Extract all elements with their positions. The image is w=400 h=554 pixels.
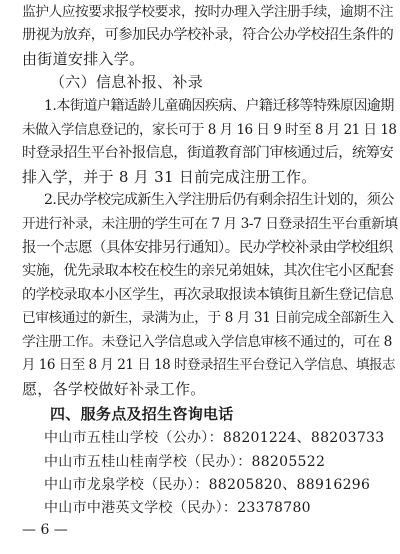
paragraph-line: 监护人应按要求报学校要求，按时办理入学注册手续，逾期不注	[22, 4, 394, 20]
paragraph-line: 开进行补录，未注册的学生可在 7 月 3-7 日登录招生平台重新填	[22, 216, 398, 232]
paragraph-line: 排入学，并于 8 月 31 日前完成注册工作。	[22, 168, 317, 186]
paragraph-line: 2.民办学校完成新生入学注册后仍有剩余招生计划的，须公	[44, 192, 394, 208]
paragraph-line: 1.本街道户籍适龄儿童确因疾病、户籍迁移等特殊原因逾期	[44, 98, 394, 114]
paragraph-line: 学注册工作。未登记入学信息或入学信息审核不通过的，可在 8	[22, 334, 392, 350]
paragraph-line: 册视为放弃，可参加民办学校补录，符合公办学校招生条件的	[22, 27, 394, 43]
paragraph-line: 愿，各学校做好补录工作。	[22, 380, 206, 398]
paragraph-line: 月 16 日至 8 月 21 日 18 时登录招生平台登记入学信息、填报志	[22, 357, 395, 373]
page-number: — 6 —	[22, 522, 68, 538]
paragraph-line: 由街道安排入学。	[22, 50, 145, 68]
paragraph-line: 报一个志愿（具体安排另行通知）。民办学校补录由学校组织	[22, 240, 393, 256]
contact-line: 中山市五桂山学校（公办）：88201224、88203733	[44, 430, 385, 446]
paragraph-line: 已审核通过的新生，录满为止，于 8 月 31 日前完成全部新生入	[22, 310, 394, 326]
section-4-title: 四、服务点及招生咨询电话	[50, 405, 234, 423]
paragraph-line: 的学校录取本小区学生，再次录取报读本镇街且新生登记信息	[22, 287, 394, 303]
section-6-title: （六）信息补报、补录	[50, 73, 204, 91]
paragraph-line: 未做入学信息登记的，家长可于 8 月 16 日 9 时至 8 月 21 日 18	[22, 122, 397, 138]
paragraph-line: 实施，优先录取本校在校生的亲兄弟姐妹，其次住宅小区配套	[22, 263, 394, 279]
contact-line: 中山市五桂山桂南学校（民办）：88205522	[44, 454, 326, 470]
contact-line: 中山市中港英文学校（民办）：23378780	[44, 500, 311, 516]
contact-line: 中山市龙泉学校（民办）：88205820、88916296	[44, 477, 371, 493]
paragraph-line: 时登录招生平台补报信息，街道教育部门审核通过后，统筹安	[22, 145, 394, 161]
